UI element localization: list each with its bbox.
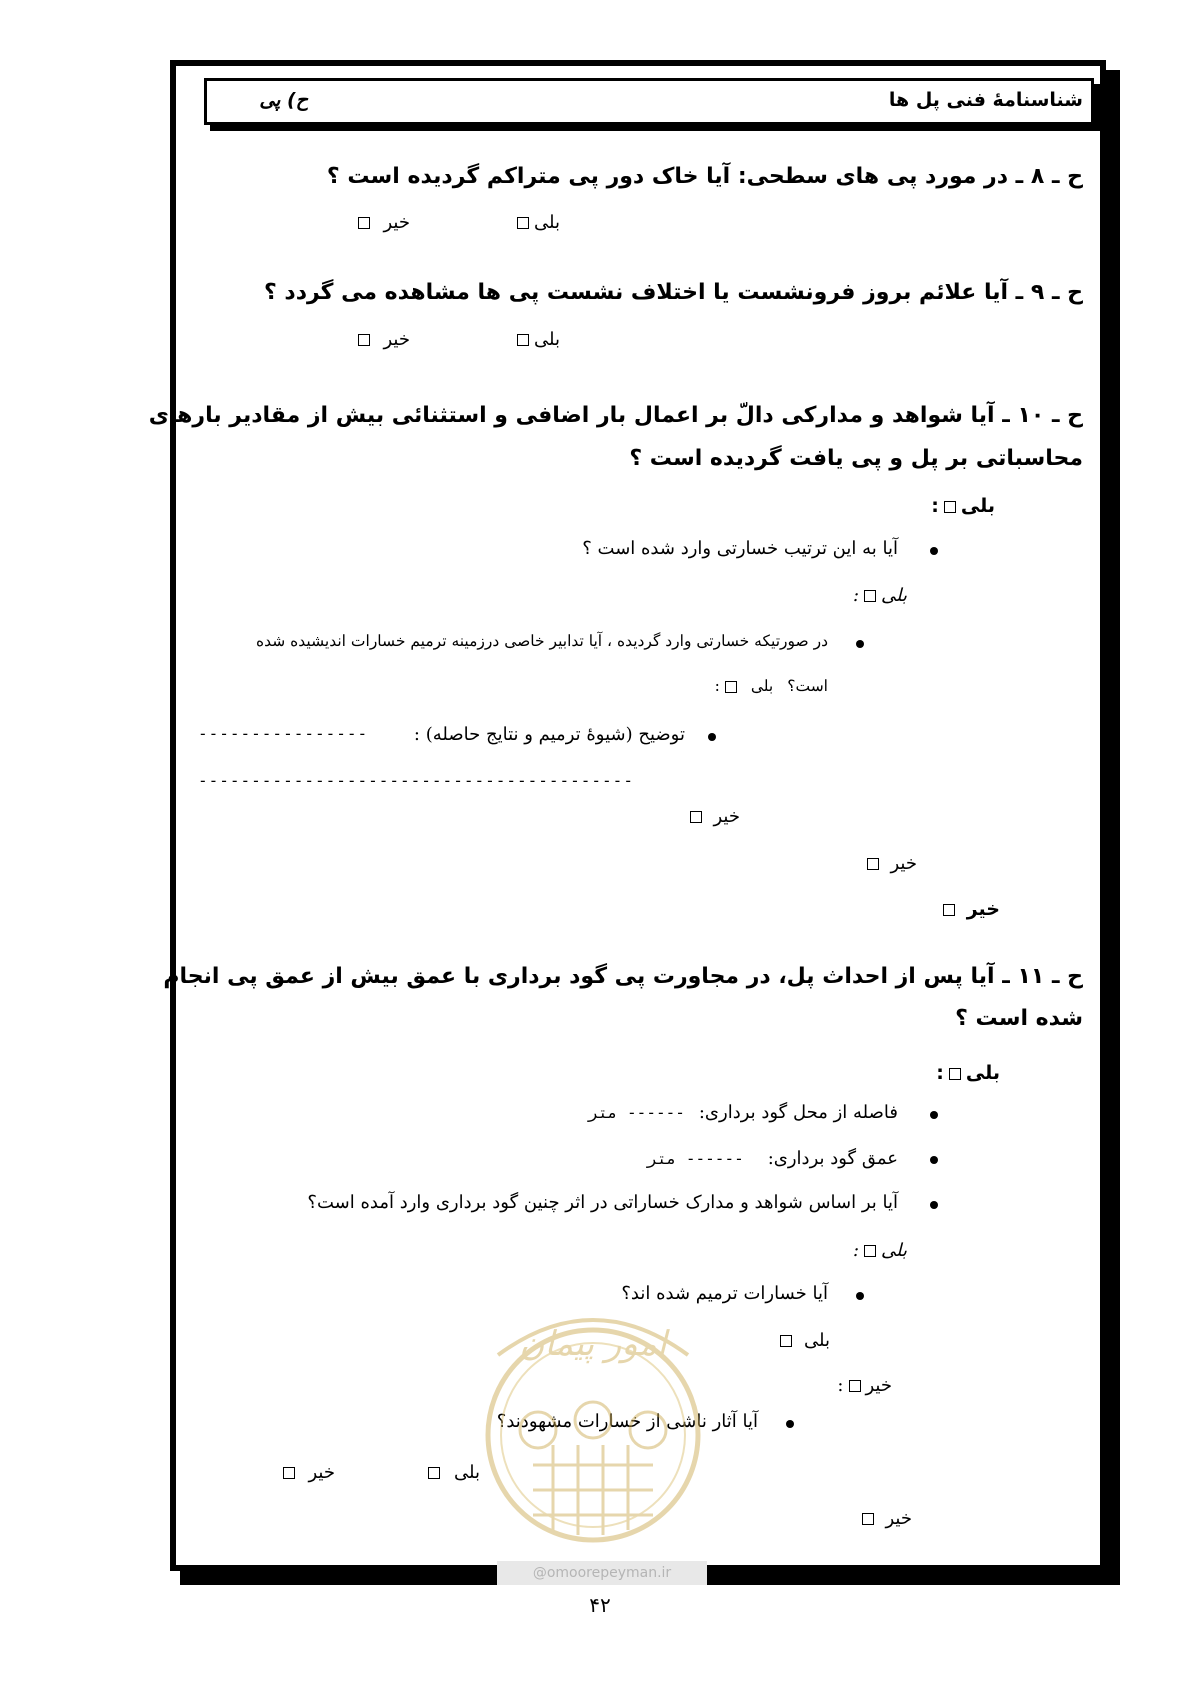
q8-yes-label: بلی	[534, 212, 560, 233]
q9-no-label: خیر	[383, 329, 410, 350]
bullet-icon	[930, 1111, 938, 1119]
q9-no-checkbox[interactable]	[358, 334, 370, 346]
question-11-line-1: ح ـ ۱۱ ـ آیا پس از احداث پل، در مجاورت پی گود برداری با عمق بیش از عمق پی انجام	[163, 964, 1083, 989]
q11-repaired-no-checkbox[interactable]	[849, 1380, 861, 1392]
watermark-logo-text: امور پیمان	[519, 1324, 667, 1364]
q8-yes-checkbox[interactable]	[517, 217, 529, 229]
q11-repaired-no-option[interactable]	[837, 1375, 892, 1396]
q11-effects-question: آیا آثار ناشی از خسارات مشهودند؟	[496, 1411, 758, 1432]
q11-repaired-question: آیا خسارات ترمیم شده اند؟	[621, 1283, 828, 1304]
q11-evidence-yes-checkbox[interactable]	[864, 1245, 876, 1257]
document-title: شناسنامۀ فنی پل ها	[888, 89, 1083, 111]
q11-yes-checkbox[interactable]	[949, 1068, 961, 1080]
q10-measures-question-line-1: در صورتیکه خسارتی وارد گردیده ، آیا تدابیر خاصی درزمینه ترمیم خسارات اندیشیده شده	[255, 632, 828, 650]
q11-evidence-no-label: خیر	[885, 1508, 912, 1529]
q10-measures-no-checkbox[interactable]	[690, 811, 702, 823]
q10-damage-question: آیا به این ترتیب خسارتی وارد شده است ؟	[582, 538, 898, 559]
bullet-icon	[930, 547, 938, 555]
q11-effects-yes-option[interactable]	[423, 1462, 480, 1483]
q11-evidence-yes-option[interactable]	[853, 1240, 907, 1261]
bullet-icon	[708, 733, 716, 741]
page-number: ۴۲	[589, 1593, 611, 1617]
question-9: ح ـ ۹ ـ آیا علائم بروز فرونشست یا اختلاف نشست پی ها مشاهده می گردد ؟	[263, 280, 1083, 305]
q8-no-checkbox[interactable]	[358, 217, 370, 229]
q11-distance-label: فاصله از محل گود برداری:	[698, 1102, 898, 1123]
q10-measures-yes-checkbox[interactable]	[725, 681, 737, 693]
q10-yes-checkbox[interactable]	[944, 501, 956, 513]
q10-measures-colon: :	[714, 677, 720, 695]
q11-depth-value[interactable]: ------ متر	[647, 1149, 744, 1168]
question-8: ح ـ ۸ ـ در مورد پی های سطحی: آیا خاک دور پی متراکم گردیده است ؟	[326, 164, 1083, 189]
q11-yes-colon: :	[936, 1062, 944, 1084]
q11-evidence-no-option[interactable]	[857, 1508, 913, 1529]
q10-measures-no-option[interactable]	[685, 806, 741, 827]
q11-yes-label: بلی	[965, 1062, 1000, 1084]
watermark-logo-icon	[478, 1295, 708, 1555]
q11-yes-option[interactable]	[936, 1062, 1000, 1084]
q10-yes-label: بلی	[960, 495, 995, 517]
q10-measures-no-label: خیر	[713, 806, 740, 827]
q9-no-option[interactable]	[353, 329, 411, 350]
q9-yes-option[interactable]	[512, 329, 560, 350]
q11-effects-yes-checkbox[interactable]	[428, 1467, 440, 1479]
q10-damage-yes-colon: :	[852, 585, 860, 606]
q10-no-option[interactable]	[938, 898, 1000, 920]
q10-explanation-field-2[interactable]: -----------------------------------------	[198, 771, 634, 790]
q9-yes-label: بلی	[534, 329, 560, 350]
q11-effects-no-option[interactable]	[278, 1462, 336, 1483]
q10-measures-yes-label: بلی	[750, 677, 774, 695]
q11-evidence-no-checkbox[interactable]	[862, 1513, 874, 1525]
bullet-icon	[856, 1292, 864, 1300]
q10-yes-option[interactable]	[931, 495, 995, 517]
q8-yes-option[interactable]	[512, 212, 560, 233]
q10-damage-yes-option[interactable]	[853, 585, 907, 606]
q11-depth-row	[647, 1148, 898, 1169]
q8-no-label: خیر	[383, 212, 410, 233]
q11-repaired-yes-checkbox[interactable]	[780, 1335, 792, 1347]
q10-explanation-field-1[interactable]: ----------------	[198, 724, 369, 743]
question-11-line-2: شده است ؟	[955, 1006, 1083, 1031]
q10-damage-yes-checkbox[interactable]	[864, 590, 876, 602]
q11-repaired-no-colon: :	[837, 1375, 844, 1396]
question-10-line-2: محاسباتی بر پل و پی یافت گردیده است ؟	[629, 446, 1083, 471]
q10-explanation-label: توضیح (شیوۀ ترمیم و نتایج حاصله) :	[413, 724, 685, 745]
q11-depth-label: عمق گود برداری:	[767, 1148, 898, 1169]
q8-no-option[interactable]	[353, 212, 411, 233]
q10-damage-no-checkbox[interactable]	[867, 858, 879, 870]
q11-effects-no-label: خیر	[308, 1462, 335, 1483]
q11-evidence-yes-label: بلی	[881, 1240, 907, 1261]
q10-yes-colon: :	[931, 495, 939, 517]
q10-damage-yes-label: بلی	[881, 585, 907, 606]
q11-repaired-yes-label: بلی	[804, 1330, 830, 1351]
q10-measures-question-end: است؟	[787, 677, 828, 695]
q10-no-checkbox[interactable]	[943, 904, 955, 916]
q9-yes-checkbox[interactable]	[517, 334, 529, 346]
q11-distance-value[interactable]: ------ متر	[588, 1103, 685, 1122]
q11-repaired-yes-option[interactable]	[775, 1330, 830, 1351]
q10-no-label: خیر	[966, 898, 1000, 920]
section-label: ح) پی	[259, 89, 308, 111]
question-10-line-1: ح ـ ۱۰ ـ آیا شواهد و مدارکی دالّ بر اعمال بار اضافی و استثنائی بیش از مقادیر بارهای	[148, 403, 1083, 428]
q11-evidence-question: آیا بر اساس شواهد و مدارک خساراتی در اثر چنین گود برداری وارد آمده است؟	[307, 1192, 898, 1213]
bullet-icon	[930, 1201, 938, 1209]
bullet-icon	[930, 1156, 938, 1164]
bullet-icon	[786, 1420, 794, 1428]
watermark-url: @omoorepeyman.ir	[497, 1561, 707, 1585]
q10-measures-question-line-2	[715, 677, 828, 695]
q11-evidence-yes-colon: :	[852, 1240, 860, 1261]
q10-damage-no-option[interactable]	[862, 853, 918, 874]
q11-effects-yes-label: بلی	[454, 1462, 480, 1483]
q11-distance-row	[589, 1102, 898, 1123]
bullet-icon	[856, 640, 864, 648]
q10-damage-no-label: خیر	[890, 853, 917, 874]
q11-repaired-no-label: خیر	[865, 1375, 892, 1396]
q11-effects-no-checkbox[interactable]	[283, 1467, 295, 1479]
